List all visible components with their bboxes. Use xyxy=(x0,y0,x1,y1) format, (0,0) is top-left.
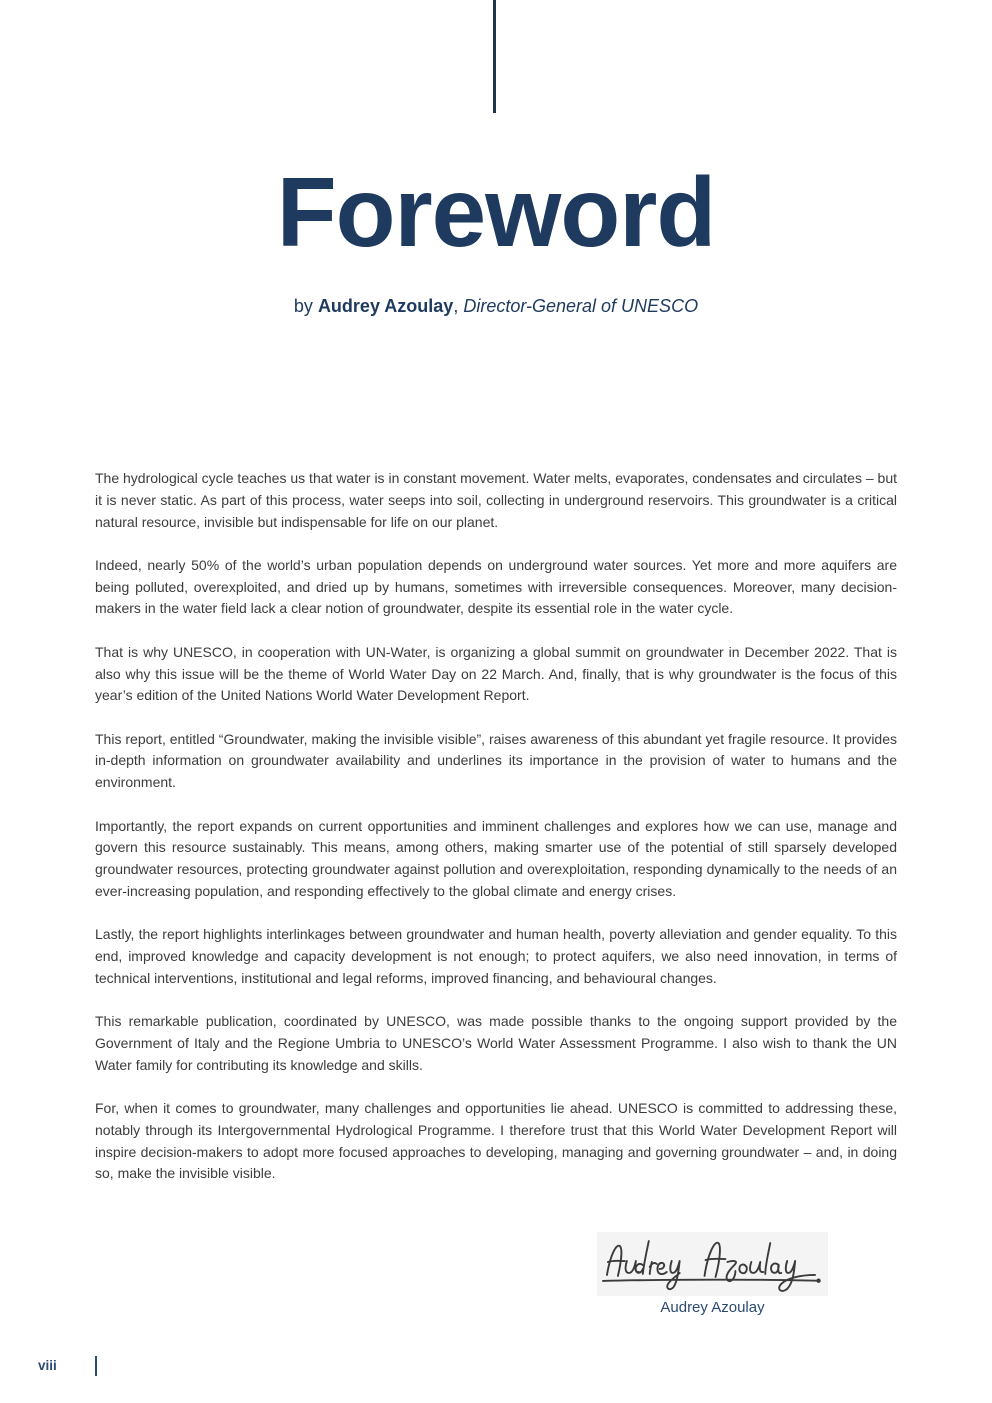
footer-vertical-rule xyxy=(95,1356,97,1376)
paragraph: Importantly, the report expands on current opportunities and imminent challenges and explores how we can use, manage and govern this resource sustainably. This means, among others, making smarter use of the potential of still sparsely developed groundwater resources, protecting groundwater against pollution and overexploitation, responding dynamically to the needs of an ever-increasing population, and responding effectively to the global climate and energy crises. xyxy=(95,817,897,899)
signature-block xyxy=(597,1232,828,1316)
foreword-body xyxy=(95,468,897,1207)
signature-handwriting-icon xyxy=(597,1230,828,1300)
page-title: Foreword xyxy=(276,157,716,267)
byline-prefix: by xyxy=(293,296,318,316)
signature-caption: Audrey Azoulay xyxy=(660,1299,765,1316)
paragraph: Indeed, nearly 50% of the world’s urban population depends on underground water sources. Yet more and more aquifers are being polluted, overexploited, and dried up by humans, sometimes with irreversible consequences. Moreover, many decision-makers in the water field lack a clear notion of groundwater, despite its essential role in the water cycle. xyxy=(95,556,897,617)
byline-author: Audrey Azoulay xyxy=(317,296,454,316)
page-footer xyxy=(0,1355,992,1379)
paragraph: For, when it comes to groundwater, many challenges and opportunities lie ahead. UNESCO is committed to addressing these, notably through its Intergovernmental Hydrological Programme. I therefore trust that this World Water Development Report will inspire decision-makers to adopt more focused approaches to developing, managing and governing groundwater – and, in doing so, make the invisible visible. xyxy=(95,1100,897,1182)
signature-image xyxy=(597,1232,828,1296)
paragraph: Lastly, the report highlights interlinkages between groundwater and human health, poverty alleviation and gender equality. To this end, improved knowledge and capacity development is not enough; to protect aquifers, we also need innovation, in terms of technical interventions, institutional and legal reforms, improved financing, and behavioural changes. xyxy=(95,926,897,986)
byline xyxy=(0,296,992,317)
paragraph: This remarkable publication, coordinated by UNESCO, was made possible thanks to the ongoing support provided by the Government of Italy and the Regione Umbria to UNESCO’s World Water Assessment Programme. I also wish to thank the UN Water family for contributing its knowledge and skills. xyxy=(95,1013,897,1073)
paragraph: The hydrological cycle teaches us that water is in constant movement. Water melts, evaporates, condensates and circulates – but it is never static. As part of this process, water seeps into soil, collecting in underground reservoirs. This groundwater is a critical natural resource, invisible but indispensable for life on our planet. xyxy=(95,470,897,530)
footer-page-number: viii xyxy=(38,1358,57,1373)
top-vertical-rule xyxy=(493,0,496,113)
paragraph: This report, entitled “Groundwater, making the invisible visible”, raises awareness of this abundant yet fragile resource. It provides in-depth information on groundwater availability and underlines its importance in the provision of water to humans and the environment. xyxy=(95,730,897,791)
paragraph: That is why UNESCO, in cooperation with UN-Water, is organizing a global summit on groundwater in December 2022. That is also why this issue will be the theme of World Water Day on 22 March. And, finally, that is why groundwater is the focus of this year’s edition of the United Nations World Water Development Report. xyxy=(95,643,897,704)
byline-role: Director-General of UNESCO xyxy=(463,296,699,316)
byline-separator: , xyxy=(453,296,464,316)
